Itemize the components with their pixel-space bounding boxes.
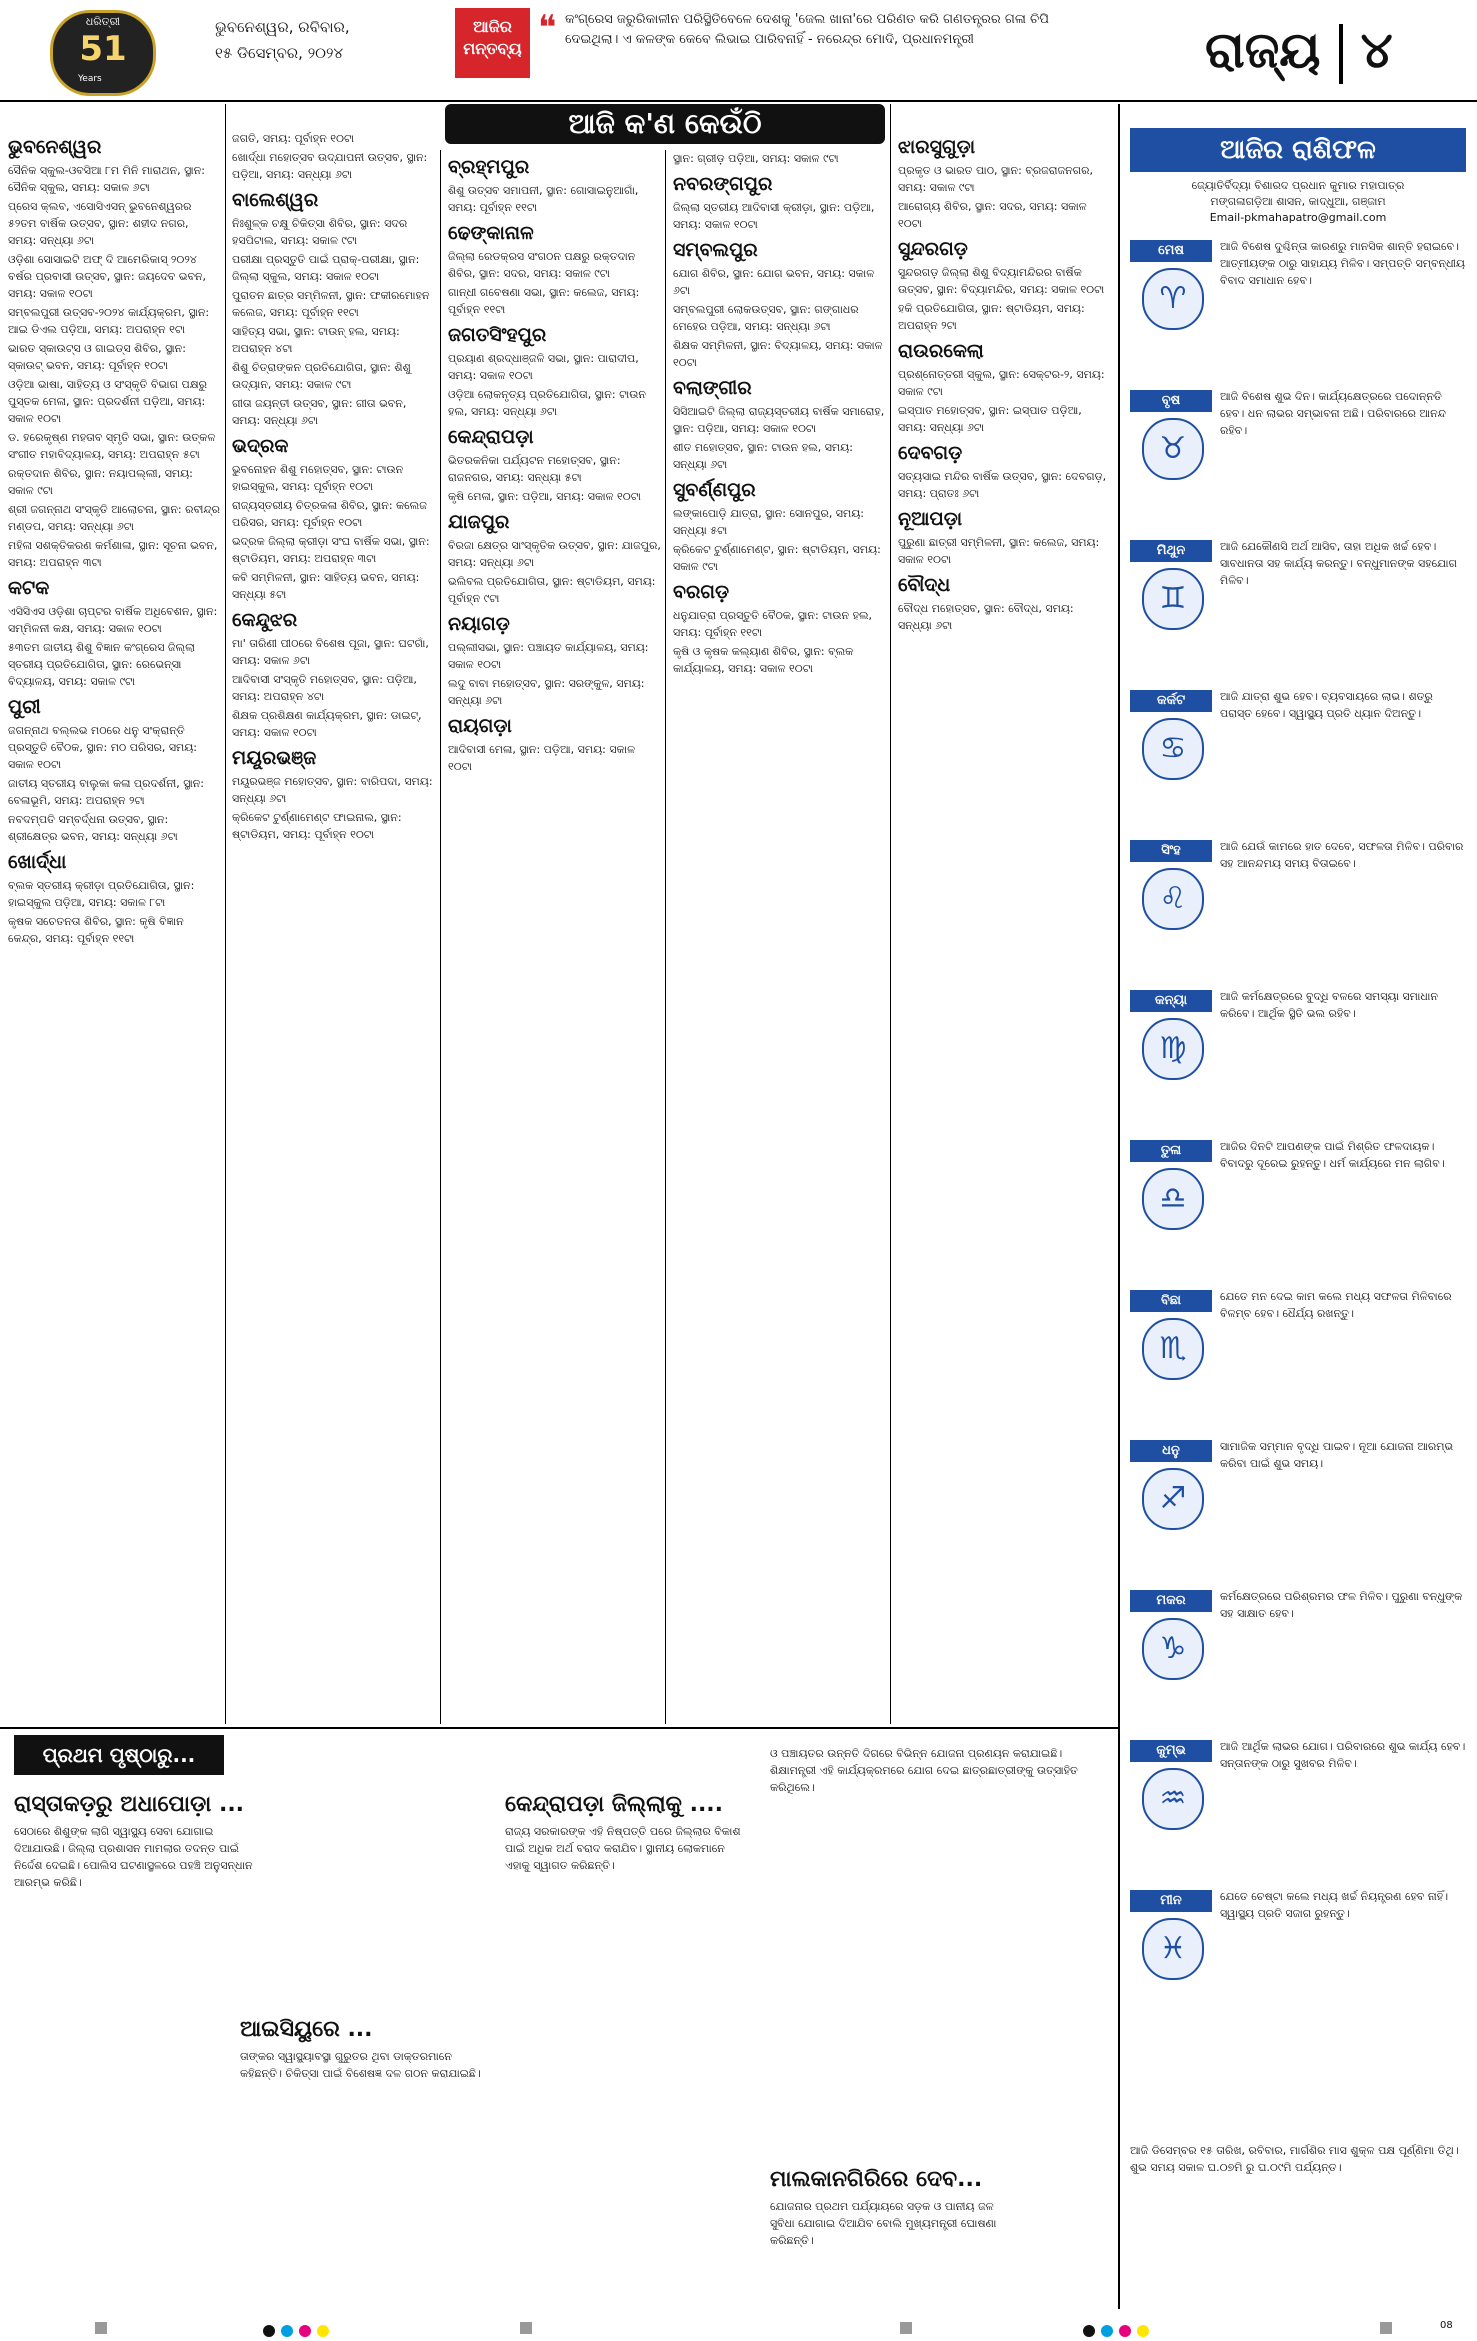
event-item: ଗୀତା ଜୟନ୍ତୀ ଉତ୍ସବ, ସ୍ଥାନ: ଗୀତା ଭବନ, ସମୟ: ସନ୍ଧ୍ୟା ୬ଟା [232,397,407,427]
event-item: ଇସ୍ପାତ ମହୋତ୍ସବ, ସ୍ଥାନ: ଇସ୍ପାତ ପଡ଼ିଆ, ସମୟ: ସନ୍ଧ୍ୟା ୬ଟା [898,404,1082,434]
event-item: ଶିକ୍ଷକ ପ୍ରଶିକ୍ଷଣ କାର୍ଯ୍ୟକ୍ରମ, ସ୍ଥାନ: ଡାଇଟ୍, ସମୟ: ସକାଳ ୧୦ଟା [232,709,422,739]
front-page-story [14,1785,259,1891]
event-item: ଆଦିବାସୀ ମେଳା, ସ୍ଥାନ: ପଡ଼ିଆ, ସମୟ: ସକାଳ ୧୦ଟା [448,743,636,773]
city-heading: ସମ୍ବଲପୁର [673,239,758,261]
event-item: ଭଲିବଲ ପ୍ରତିଯୋଗିତା, ସ୍ଥାନ: ଷ୍ଟାଡିୟମ, ସମୟ: ପୂର୍ବାହ୍ନ ୯ଟା [448,575,656,605]
horoscope-sign [1130,1288,1466,1428]
event-item: ମହିଳା ସଶକ୍ତିକରଣ କର୍ମଶାଳା, ସ୍ଥାନ: ସୂଚନା ଭବନ, ସମୟ: ଅପରାହ୍ନ ୩ଟା [8,539,218,569]
sign-name: ମିଥୁନ [1130,540,1212,562]
horoscope-sign [1130,238,1466,378]
event-item: ପ୍ରଶ୍ନୋତ୍ତରୀ ସ୍କୁଲ, ସ୍ଥାନ: ସେକ୍ଟର-୨, ସମୟ: ସକାଳ ୯ଟା [898,368,1105,398]
event-item: ୫୩ତମ ଜାତୀୟ ଶିଶୁ ବିଜ୍ଞାନ କଂଗ୍ରେସ ଜିଲ୍ଲା ସ୍ତରୀୟ ପ୍ରତିଯୋଗିତା, ସ୍ଥାନ: ରେଭେନ୍ସା ବିଦ୍ୟାଳୟ, ସମୟ: ସକାଳ ୯ଟା [8,641,195,688]
color-dots [260,2322,332,2341]
city-heading: ବରଗଡ଼ [673,581,730,603]
event-item: ଜିଲ୍ଲା ରେଡକ୍ରସ ସଂଗଠନ ପକ୍ଷରୁ ରକ୍ତଦାନ ଶିବିର, ସ୍ଥାନ: ସଦର, ସମୟ: ସକାଳ ୯ଟା [448,250,636,280]
panchang-note [1130,2142,1466,2176]
column-divider [1118,104,1120,2309]
city-heading: ବୌଦ୍ଧ [898,574,951,596]
front-page-story [770,1745,1100,1796]
event-item: ପଲ୍ଲୀସଭା, ସ୍ଥାନ: ପଞ୍ଚାୟତ କାର୍ଯ୍ୟାଳୟ, ସମୟ: ସକାଳ ୧୦ଟା [448,641,649,671]
cyan-dot [1101,2325,1113,2337]
horoscope-sign [1130,388,1466,528]
event-item: ରକ୍ତଦାନ ଶିବିର, ସ୍ଥାନ: ନୟାପଲ୍ଲୀ, ସମୟ: ସକାଳ ୯ଟା [8,467,193,497]
event-item: ମୟୂରଭଞ୍ଜ ମହୋତ୍ସବ, ସ୍ଥାନ: ବାରିପଦା, ସମୟ: ସନ୍ଧ୍ୟା ୬ଟା [232,775,433,805]
horoscope-sign [1130,538,1466,678]
event-item: ଶ୍ରୀ ଜଗନ୍ନାଥ ସଂସ୍କୃତି ଆଲୋଚନା, ସ୍ଥାନ: ରବୀନ୍ଦ୍ର ମଣ୍ଡପ, ସମୟ: ସନ୍ଧ୍ୟା ୬ଟା [8,503,221,533]
column-divider [225,104,226,1724]
event-item: ପୁରୁଣା ଛାତ୍ରୀ ସମ୍ମିଳନୀ, ସ୍ଥାନ: କଲେଜ, ସମୟ: ସକାଳ ୧୦ଟା [898,536,1100,566]
horoscope-sign [1130,988,1466,1128]
event-item: ଲଙ୍କାପୋଡ଼ି ଯାତ୍ରା, ସ୍ଥାନ: ସୋନପୁର, ସମୟ: ସନ୍ଧ୍ୟା ୫ଟା [673,507,864,537]
event-item: ରାଜ୍ୟସ୍ତରୀୟ ଚିତ୍ରକଳା ଶିବିର, ସ୍ଥାନ: କଲେଜ ପରିସର, ସମୟ: ପୂର୍ବାହ୍ନ ୧୦ଟା [232,499,427,529]
page-number: ୪ [1360,21,1393,79]
event-item: ଭାରତ ସ୍କାଉଟ୍ସ ଓ ଗାଇଡ୍ସ ଶିବିର, ସ୍ଥାନ: ସ୍କାଉଟ୍ ଭବନ, ସମୟ: ପୂର୍ବାହ୍ନ ୧୦ଟା [8,342,186,372]
sign-prediction: ସାମାଜିକ ସମ୍ମାନ ବୃଦ୍ଧି ପାଇବ। ନୂଆ ଯୋଜନା ଆରମ୍ଭ କରିବା ପାଇଁ ଶୁଭ ସମୟ। [1220,1440,1454,1470]
event-item: ଏସିସିଏସ ଓଡ଼ିଶା ଚାପ୍ଟର ବାର୍ଷିକ ଅଧିବେଶନ, ସ୍ଥାନ: ସମ୍ମିଳନୀ କକ୍ଷ, ସମୟ: ସକାଳ ୧୦ଟା [8,605,218,635]
anniversary-number: 51 [79,29,127,69]
print-registration-strip [0,2318,1477,2339]
panchang-text: ଆଜି ଡିସେମ୍ବର ୧୫ ତାରିଖ, ରବିବାର, ମାର୍ଗଶିର ମାସ ଶୁକ୍ଳ ପକ୍ଷ ପୂର୍ଣ୍ଣିମା ତିଥି। ଶୁଭ ସମୟ ସକାଳ ଘ.୦୭ମି ରୁ ଘ.୦୯ମି ପର୍ଯ୍ୟନ୍ତ। [1130,2144,1459,2174]
front-page-label: ପ୍ରଥମ ପୃଷ୍ଠାରୁ... [14,1735,224,1775]
horoscope-email: Email-pkmahapatro@gmail.com [1209,211,1387,224]
event-item: ନବଦମ୍ପତି ସମ୍ବର୍ଦ୍ଧନା ଉତ୍ସବ, ସ୍ଥାନ: ଶ୍ରୀକ୍ଷେତ୍ର ଭବନ, ସମୟ: ସନ୍ଧ୍ୟା ୬ଟା [8,813,178,843]
story-headline: ମାଲକାନଗିରିରେ ଦେବ... [770,2167,983,2192]
event-item: ଭିତରକନିକା ପର୍ଯ୍ୟଟନ ମହୋତ୍ସବ, ସ୍ଥାନ: ରାଜନଗର, ସମୟ: ସନ୍ଧ୍ୟା ୫ଟା [448,454,621,484]
event-item: ଆରୋଗ୍ୟ ଶିବିର, ସ୍ଥାନ: ସଦର, ସମୟ: ସକାଳ ୧୦ଟା [898,200,1087,230]
zodiac-icon: ♍ [1142,1018,1204,1080]
event-item: ସିସିଆଇଟି ଜିଲ୍ଲା ରାଜ୍ୟସ୍ତରୀୟ ବାର୍ଷିକ ସମାରୋହ, ସ୍ଥାନ: ପଡ଼ିଆ, ସମୟ: ସକାଳ ୧୦ଟା [673,405,885,435]
horoscope-sign [1130,1888,1466,2028]
city-heading: ନବରଙ୍ଗପୁର [673,173,773,195]
event-item: ଜିଲ୍ଲା ସ୍ତରୀୟ ଆଦିବାସୀ କ୍ରୀଡ଼ା, ସ୍ଥାନ: ପଡ଼ିଆ, ସମୟ: ସକାଳ ୧୦ଟା [673,201,875,231]
masthead [0,0,1477,102]
event-item: କ୍ରିକେଟ ଟୁର୍ଣ୍ଣାମେଣ୍ଟ ଫାଇନାଲ, ସ୍ଥାନ: ଷ୍ଟାଡିୟମ, ସମୟ: ପୂର୍ବାହ୍ନ ୧୦ଟା [232,811,402,841]
sign-name: ସିଂହ [1130,840,1212,862]
yellow-dot [317,2325,329,2337]
sign-name: ବିଛା [1130,1290,1212,1312]
event-item: ମା' ତାରିଣୀ ପୀଠରେ ବିଶେଷ ପୂଜା, ସ୍ଥାନ: ଘଟଗାଁ, ସମୟ: ସକାଳ ୬ଟା [232,637,429,667]
event-item: ସ୍ଥାନ: ଗ୍ରୀଡ଼ ପଡ଼ିଆ, ସମୟ: ସକାଳ ୯ଟା [673,152,839,165]
sign-name: ଧନୁ [1130,1440,1212,1462]
event-item: ପ୍ରକୃତ ଓ ଭାରତ ପାଠ, ସ୍ଥାନ: ବ୍ରଜରାଜନଗର, ସମୟ: ସକାଳ ୯ଟା [898,164,1093,194]
cyan-dot [281,2325,293,2337]
zodiac-icon: ♎ [1142,1168,1204,1230]
city-heading: ସୁନ୍ଦରଗଡ଼ [898,238,968,260]
story-headline: ରାସ୍ତାକଡ଼ରୁ ଅଧାପୋଡ଼ା ... [14,1792,245,1817]
horoscope-sign [1130,688,1466,828]
sign-prediction: ଆଜି ବିଶେଷ ଦୁଶ୍ଚିନ୍ତା କାରଣରୁ ମାନସିକ ଶାନ୍ତି ହରାଇବେ। ଆତ୍ମୀୟଙ୍କ ଠାରୁ ସାହାଯ୍ୟ ମିଳିବ। ସମ୍ପତ୍ତି ସମ୍ବନ୍ଧୀୟ ବିବାଦ ସମାଧାନ ହେବ। [1220,240,1465,287]
events-column [232,130,436,845]
event-item: ବିରଜା କ୍ଷେତ୍ର ସାଂସ୍କୃତିକ ଉତ୍ସବ, ସ୍ଥାନ: ଯାଜପୁର, ସମୟ: ସନ୍ଧ୍ୟା ୬ଟା [448,539,661,569]
city-heading: ବଲାଙ୍ଗୀର [673,377,752,399]
event-item: ଓଡ଼ିଶା ସୋସାଇଟି ଅଫ୍ ଦି ଆମେରିକାସ୍ ୨୦୨୪ ବର୍ଷର ପ୍ରବାସୀ ଉତ୍ସବ, ସ୍ଥାନ: ଜୟଦେବ ଭବନ, ସମୟ: ସକାଳ ୧୦ଟା [8,253,207,300]
sign-prediction: କର୍ମକ୍ଷେତ୍ରରେ ପରିଶ୍ରମର ଫଳ ମିଳିବ। ପୁରୁଣା ବନ୍ଧୁଙ୍କ ସହ ସାକ୍ଷାତ ହେବ। [1220,1590,1463,1620]
zodiac-icon: ♐ [1142,1468,1204,1530]
event-item: ଡ. ହରେକୃଷ୍ଣ ମହତାବ ସ୍ମୃତି ସଭା, ସ୍ଥାନ: ଉତ୍କଳ ସଂଗୀତ ମହାବିଦ୍ୟାଳୟ, ସମୟ: ଅପରାହ୍ନ ୫ଟା [8,431,216,461]
black-dot [1083,2325,1095,2337]
city-heading: ନୟାଗଡ଼ [448,613,510,635]
sign-name: କନ୍ୟା [1130,990,1212,1012]
anniversary-label: Years [78,74,102,84]
story-body: ଓ ପଞ୍ଚାୟତର ଉନ୍ନତି ଦିଗରେ ବିଭିନ୍ନ ଯୋଜନା ପ୍ରଣୟନ କରାଯାଇଛି। ଶିକ୍ଷାମନ୍ତ୍ରୀ ଏହି କାର୍ଯ୍ୟକ୍ରମରେ ଯୋଗ ଦେଇ ଛାତ୍ରଛାତ୍ରୀଙ୍କୁ ଉତ୍ସାହିତ କରିଥିଲେ। [770,1747,1078,1794]
section-name: ରାଜ୍ୟ [1205,21,1321,79]
event-item: ଧନୁଯାତ୍ରା ପ୍ରସ୍ତୁତି ବୈଠକ, ସ୍ଥାନ: ଟାଉନ ହଲ, ସମୟ: ପୂର୍ବାହ୍ନ ୧୧ଟା [673,609,873,639]
event-item: ଜଗନ୍ନାଥ ବଲ୍ଲଭ ମଠରେ ଧନୁ ସଂକ୍ରାନ୍ତି ପ୍ରସ୍ତୁତି ବୈଠକ, ସ୍ଥାନ: ମଠ ପରିସର, ସମୟ: ସକାଳ ୧୦ଟା [8,724,197,771]
page-code: 08 [1440,2320,1453,2331]
sign-name: କର୍କଟ [1130,690,1212,712]
event-item: ଶିକ୍ଷକ ସମ୍ମିଳନୀ, ସ୍ଥାନ: ବିଦ୍ୟାଳୟ, ସମୟ: ସକାଳ ୧୦ଟା [673,339,883,369]
horoscope-sign [1130,1738,1466,1878]
city-heading: ରାୟଗଡ଼ା [448,715,512,737]
zodiac-icon: ♒ [1142,1768,1204,1830]
event-item: ପୁରାତନ ଛାତ୍ର ସମ୍ମିଳନୀ, ସ୍ଥାନ: ଫକୀରମୋହନ କଲେଜ, ସମୟ: ପୂର୍ବାହ୍ନ ୧୧ଟା [232,289,430,319]
horoscope-title: ଆଜିର ରାଶିଫଳ [1130,128,1466,172]
event-item: ସତ୍ୟସାଇ ମନ୍ଦିର ବାର୍ଷିକ ଉତ୍ସବ, ସ୍ଥାନ: ଦେବଗଡ଼, ସମୟ: ପ୍ରାତଃ ୬ଟା [898,470,1107,500]
story-body: ଯୋଜନାର ପ୍ରଥମ ପର୍ଯ୍ୟାୟରେ ସଡ଼କ ଓ ପାନୀୟ ଜଳ ସୁବିଧା ଯୋଗାଇ ଦିଆଯିବ ବୋଲି ମୁଖ୍ୟମନ୍ତ୍ରୀ ଘୋଷଣା କରିଛନ୍ତି। [770,2200,997,2247]
city-heading: ବ୍ରହ୍ମପୁର [448,156,530,178]
black-dot [263,2325,275,2337]
sign-prediction: ଆଜିର ଦିନଟି ଆପଣଙ୍କ ପାଇଁ ମିଶ୍ରିତ ଫଳଦାୟକ। ବିବାଦରୁ ଦୂରେଇ ରୁହନ୍ତୁ। ଧର୍ମ କାର୍ଯ୍ୟରେ ମନ ଲାଗିବ। [1220,1140,1445,1170]
front-page-story [770,2160,1015,2249]
zodiac-icon: ♌ [1142,868,1204,930]
event-item: କୃଷକ ସଚେତନତା ଶିବିର, ସ୍ଥାନ: କୃଷି ବିଜ୍ଞାନ କେନ୍ଦ୍ର, ସମୟ: ପୂର୍ବାହ୍ନ ୧୧ଟା [8,915,184,945]
city-heading: ବାଲେଶ୍ୱର [232,189,319,211]
story-body: ତାଙ୍କର ସ୍ୱାସ୍ଥ୍ୟାବସ୍ଥା ଗୁରୁତର ଥିବା ଡାକ୍ତରମାନେ କହିଛନ୍ତି। ଚିକିତ୍ସା ପାଇଁ ବିଶେଷଜ୍ଞ ଦଳ ଗଠନ କରାଯାଇଛି। [240,2050,481,2080]
event-item: ଜଗତି, ସମୟ: ପୂର୍ବାହ୍ନ ୧୦ଟା [232,132,355,145]
zodiac-icon: ♋ [1142,718,1204,780]
city-heading: ଜଗତସିଂହପୁର [448,324,547,346]
zodiac-icon: ♑ [1142,1618,1204,1680]
zodiac-icon: ♈ [1142,268,1204,330]
magenta-dot [299,2325,311,2337]
city-heading: ସୁବର୍ଣ୍ଣପୁର [673,479,756,501]
city-heading: ରାଉରକେଲା [898,340,984,362]
event-item: ଆଦିବାସୀ ସଂସ୍କୃତି ମହୋତ୍ସବ, ସ୍ଥାନ: ପଡ଼ିଆ, ସମୟ: ଅପରାହ୍ନ ୪ଟା [232,673,417,703]
event-item: ଲଦୁ ବାବା ମହୋତ୍ସବ, ସ୍ଥାନ: ସରଙ୍କୁଳ, ସମୟ: ସନ୍ଧ୍ୟା ୬ଟା [448,677,645,707]
city-heading: ଝାରସୁଗୁଡ଼ା [898,136,976,158]
event-item: ଶିଶୁ ଚିତ୍ରାଙ୍କନ ପ୍ରତିଯୋଗିତା, ସ୍ଥାନ: ଶିଶୁ ଉଦ୍ୟାନ, ସମୟ: ସକାଳ ୯ଟା [232,361,411,391]
sign-name: ମୀନ [1130,1890,1212,1912]
sign-prediction: ଆଜି ଆର୍ଥିକ ଲାଭର ଯୋଗ। ପରିବାରରେ ଶୁଭ କାର୍ଯ୍ୟ ହେବ। ସନ୍ତାନଙ୍କ ଠାରୁ ସୁଖବର ମିଳିବ। [1220,1740,1466,1770]
events-column [448,150,662,777]
city-heading: ଢେଙ୍କାନାଳ [448,222,534,244]
city-heading: କେନ୍ଦୁଝର [232,609,298,631]
dateline [215,14,445,66]
registration-square [900,2322,912,2334]
city-heading: କେନ୍ଦ୍ରାପଡ଼ା [448,426,534,448]
event-item: ଶୀତ ମହୋତ୍ସବ, ସ୍ଥାନ: ଟାଉନ ହଲ, ସମୟ: ସନ୍ଧ୍ୟା ୬ଟା [673,441,853,471]
horoscope-sign [1130,838,1466,978]
dateline-place: ଭୁବନେଶ୍ୱର, ରବିବାର, [215,18,350,36]
zodiac-icon: ♉ [1142,418,1204,480]
event-item: ଗାନ୍ଧୀ ଗବେଷଣା ସଭା, ସ୍ଥାନ: କଲେଜ, ସମୟ: ପୂର୍ବାହ୍ନ ୧୧ଟା [448,286,640,316]
color-dots [1080,2322,1152,2341]
sign-prediction: ଆଜି ବିଶେଷ ଶୁଭ ଦିନ। କାର୍ଯ୍ୟକ୍ଷେତ୍ରରେ ପଦୋନ୍ନତି ହେବ। ଧନ ଲାଭର ସମ୍ଭାବନା ଅଛି। ପରିବାରରେ ଆନନ୍ଦ ରହିବ। [1220,390,1446,437]
section-divider [0,1727,1118,1729]
event-item: ବୌଦ୍ଧ ମହୋତ୍ସବ, ସ୍ଥାନ: ବୌଦ୍ଧ, ସମୟ: ସନ୍ଧ୍ୟା ୬ଟା [898,602,1074,632]
front-page-story [505,1785,750,1874]
event-item: ହକି ପ୍ରତିଯୋଗିତା, ସ୍ଥାନ: ଷ୍ଟାଡିୟମ, ସମୟ: ଅପରାହ୍ନ ୨ଟା [898,302,1085,332]
sign-name: ତୁଳା [1130,1140,1212,1162]
quote-tag: ଆଜିର ମନ୍ତବ୍ୟ [455,8,530,78]
story-headline: ଆଇସିୟୁରେ ... [240,2017,373,2042]
event-item: ଓଡ଼ିଆ ଲୋକନୃତ୍ୟ ପ୍ରତିଯୋଗିତା, ସ୍ଥାନ: ଟାଉନ ହଲ, ସମୟ: ସନ୍ଧ୍ୟା ୬ଟା [448,388,646,418]
event-item: ଯୋଗ ଶିବିର, ସ୍ଥାନ: ଯୋଗ ଭବନ, ସମୟ: ସକାଳ ୬ଟା [673,267,875,297]
front-page-story [240,2010,485,2082]
event-item: ବ୍ଲକ ସ୍ତରୀୟ କ୍ରୀଡ଼ା ପ୍ରତିଯୋଗିତା, ସ୍ଥାନ: ହାଇସ୍କୁଲ ପଡ଼ିଆ, ସମୟ: ସକାଳ ୮ଟା [8,879,195,909]
magenta-dot [1119,2325,1131,2337]
sign-prediction: ଆଜି ଯେକୌଣସି ଅର୍ଥ ଆସିବ, ତାହା ଅଧିକ ଖର୍ଚ୍ଚ ହେବ। ସାବଧାନତା ସହ କାର୍ଯ୍ୟ କରନ୍ତୁ। ବନ୍ଧୁମାନଙ୍କ ସହଯୋଗ ମିଳିବ। [1220,540,1457,587]
title-divider [1339,24,1343,84]
column-divider [665,150,666,1724]
event-item: ସମ୍ବଲପୁରୀ ଲୋକଉତ୍ସବ, ସ୍ଥାନ: ଗଙ୍ଗାଧର ମେହେର ପଡ଼ିଆ, ସମୟ: ସନ୍ଧ୍ୟା ୬ଟା [673,303,859,333]
story-headline: କେନ୍ଦ୍ରାପଡ଼ା ଜିଲ୍ଲାକୁ .... [505,1792,724,1817]
event-item: ସାହିତ୍ୟ ସଭା, ସ୍ଥାନ: ଟାଉନ୍ ହଲ, ସମୟ: ଅପରାହ୍ନ ୪ଟା [232,325,400,355]
event-item: ସୈନିକ ସ୍କୁଲ-ଓବସିଆ ୮ମ ମିନି ମାରାଥନ, ସ୍ଥାନ: ସୈନିକ ସ୍କୁଲ, ସମୟ: ସକାଳ ୬ଟା [8,164,205,194]
city-heading: ଖୋର୍ଦ୍ଧା [8,851,67,873]
city-heading: ମୟୂରଭଞ୍ଜ [232,747,317,769]
event-item: ପରୀକ୍ଷା ପ୍ରସ୍ତୁତି ପାଇଁ ପ୍ରାକ୍-ପରୀକ୍ଷା, ସ୍ଥାନ: ଜିଲ୍ଲା ସ୍କୁଲ, ସମୟ: ସକାଳ ୧୦ଟା [232,253,420,283]
event-item: କୃଷି ମେଳା, ସ୍ଥାନ: ପଡ଼ିଆ, ସମୟ: ସକାଳ ୧୦ଟା [448,490,641,503]
event-item: ପ୍ରେସ କ୍ଲବ, ଏସୋସିଏସନ୍ ଭୁବନେଶ୍ୱରର ୫୨ତମ ବାର୍ଷିକ ଉତ୍ସବ, ସ୍ଥାନ: ଶହୀଦ ନଗର, ସମୟ: ସନ୍ଧ୍ୟା ୬ଟା [8,200,192,247]
story-body: ସେଠାରେ ଶିଶୁଙ୍କ ଲାଗି ସ୍ୱାସ୍ଥ୍ୟ ସେବା ଯୋଗାଇ ଦିଆଯାଉଛି। ଜିଲ୍ଲା ପ୍ରଶାସନ ମାମଲାର ତଦନ୍ତ ପାଇଁ ନିର୍ଦ୍ଦେଶ ଦେଇଛି। ପୋଲିସ ଘଟଣାସ୍ଥଳରେ ପହଞ୍ଚି ଅନୁସନ୍ଧାନ ଆରମ୍ଭ କରିଛି। [14,1825,253,1889]
sign-prediction: ଆଜି କର୍ମକ୍ଷେତ୍ରରେ ବୁଦ୍ଧି ବଳରେ ସମସ୍ୟା ସମାଧାନ କରିବେ। ଆର୍ଥିକ ସ୍ଥିତି ଭଲ ରହିବ। [1220,990,1438,1020]
events-column [8,130,220,949]
horoscope-sign [1130,1438,1466,1578]
city-heading: ପୁରୀ [8,696,41,718]
horoscope-author-block [1130,178,1466,226]
event-item: ଶିଶୁ ଉତ୍ସବ ସମାପନୀ, ସ୍ଥାନ: ଗୋସାଇନୁଆଗାଁ, ସମୟ: ପୂର୍ବାହ୍ନ ୧୧ଟା [448,184,639,214]
horoscope-author-place: ମଙ୍ଗଳାଗଡ଼ିଆ ଶାସନ, କାଦ୍ଧୁଆ, ଗଞ୍ଜାମ [1210,195,1386,208]
horoscope-sign [1130,1588,1466,1728]
events-title: ଆଜି କ'ଣ କେଉଁଠି [445,104,885,144]
anniversary-badge [50,10,156,96]
sign-name: ବୃଷ [1130,390,1212,412]
event-item: ସମ୍ବଲପୁରୀ ଉତ୍ସବ-୨୦୨୪ କାର୍ଯ୍ୟକ୍ରମ, ସ୍ଥାନ: ଆଇ ଡିଏଲ ପଡ଼ିଆ, ସମୟ: ଅପରାହ୍ନ ୧ଟା [8,306,210,336]
sign-prediction: ଯେତେ ମନ ଦେଇ କାମ କଲେ ମଧ୍ୟ ସଫଳତା ମିଳିବାରେ ବିଳମ୍ବ ହେବ। ଧୈର୍ଯ୍ୟ ରଖନ୍ତୁ। [1220,1290,1452,1320]
city-heading: ନୂଆପଡ଼ା [898,508,963,530]
horoscope-author: ଜ୍ୟୋତିର୍ବିଦ୍ୟା ବିଶାରଦ ପ୍ରଧାନ କୁମାର ମହାପାତ୍ର [1191,179,1405,192]
event-item: ପ୍ରୟାଣ ଶ୍ରଦ୍ଧାଞ୍ଜଳି ସଭା, ସ୍ଥାନ: ପାରାଦୀପ, ସମୟ: ସକାଳ ୧୦ଟା [448,352,639,382]
events-column [898,130,1110,636]
logo-text: ଧରିତ୍ରୀ [85,15,121,28]
yellow-dot [1137,2325,1149,2337]
city-heading: ଯାଜପୁର [448,511,510,533]
city-heading: ଦେବଗଡ଼ [898,442,963,464]
registration-square [95,2322,107,2334]
event-item: ଖୋର୍ଦ୍ଧା ମହୋତ୍ସବ ଉଦ୍‌ଯାପନୀ ଉତ୍ସବ, ସ୍ଥାନ: ପଡ଼ିଆ, ସମୟ: ସନ୍ଧ୍ୟା ୬ଟା [232,151,428,181]
registration-square [1380,2322,1392,2334]
sign-prediction: ଯେତେ ଚେଷ୍ଟା କଲେ ମଧ୍ୟ ଖର୍ଚ୍ଚ ନିୟନ୍ତ୍ରଣ ହେବ ନାହିଁ। ସ୍ୱାସ୍ଥ୍ୟ ପ୍ରତି ସଜାଗ ରୁହନ୍ତୁ। [1220,1890,1449,1920]
event-item: ଭଦ୍ରକ ଜିଲ୍ଲା କ୍ରୀଡ଼ା ସଂଘ ବାର୍ଷିକ ସଭା, ସ୍ଥାନ: ଷ୍ଟାଡିୟମ, ସମୟ: ଅପରାହ୍ନ ୩ଟା [232,535,430,565]
event-item: କ୍ରିକେଟ ଟୁର୍ଣ୍ଣାମେଣ୍ଟ, ସ୍ଥାନ: ଷ୍ଟାଡିୟମ, ସମୟ: ସକାଳ ୯ଟା [673,543,881,573]
event-item: ଭୁବନୋହନ ଶିଶୁ ମହୋତ୍ସବ, ସ୍ଥାନ: ଟାଉନ ହାଇସ୍କୁଲ, ସମୟ: ପୂର୍ବାହ୍ନ ୧୦ଟା [232,463,404,493]
city-heading: ଭୁବନେଶ୍ୱର [8,136,102,158]
event-item: ନିଃଶୁଳ୍କ ଚକ୍ଷୁ ଚିକିତ୍ସା ଶିବିର, ସ୍ଥାନ: ସଦର ହସପିଟାଲ, ସମୟ: ସକାଳ ୯ଟା [232,217,408,247]
event-item: କବି ସମ୍ମିଳନୀ, ସ୍ଥାନ: ସାହିତ୍ୟ ଭବନ, ସମୟ: ସନ୍ଧ୍ୟା ୫ଟା [232,571,420,601]
zodiac-icon: ♊ [1142,568,1204,630]
zodiac-icon: ♏ [1142,1318,1204,1380]
section-title [1205,8,1465,92]
city-heading: କଟକ [8,577,50,599]
event-item: କୃଷି ଓ କୃଷକ କଲ୍ୟାଣ ଶିବିର, ସ୍ଥାନ: ବ୍ଲକ କାର୍ଯ୍ୟାଳୟ, ସମୟ: ସକାଳ ୧୦ଟା [673,645,854,675]
sign-prediction: ଆଜି ଯାତ୍ରା ଶୁଭ ହେବ। ବ୍ୟବସାୟରେ ଲାଭ। ଶତ୍ରୁ ପରାସ୍ତ ହେବେ। ସ୍ୱାସ୍ଥ୍ୟ ପ୍ରତି ଧ୍ୟାନ ଦିଅନ୍ତୁ। [1220,690,1433,720]
sign-name: ମେଷ [1130,240,1212,262]
city-heading: ଭଦ୍ରକ [232,435,289,457]
event-item: ଜାତୀୟ ସ୍ତରୀୟ ବାଲୁକା କଳା ପ୍ରଦର୍ଶନୀ, ସ୍ଥାନ: ବେଳାଭୂମି, ସମୟ: ଅପରାହ୍ନ ୨ଟା [8,777,205,807]
sign-name: ମକର [1130,1590,1212,1612]
story-body: ରାଜ୍ୟ ସରକାରଙ୍କ ଏହି ନିଷ୍ପତ୍ତି ପରେ ଜିଲ୍ଲାର ବିକାଶ ପାଇଁ ଅଧିକ ଅର୍ଥ ବରାଦ କରାଯିବ। ସ୍ଥାନୀୟ ଲୋକମାନେ ଏହାକୁ ସ୍ୱାଗତ କରିଛନ୍ତି। [505,1825,741,1872]
events-column [673,150,887,679]
column-divider [890,104,891,1724]
event-item: ଓଡ଼ିଆ ଭାଷା, ସାହିତ୍ୟ ଓ ସଂସ୍କୃତି ବିଭାଗ ପକ୍ଷରୁ ପୁସ୍ତକ ମେଳା, ସ୍ଥାନ: ପ୍ରଦର୍ଶନୀ ପଡ଼ିଆ, ସମୟ: ସକାଳ ୧୦ଟା [8,378,207,425]
registration-square [520,2322,532,2334]
column-divider [440,150,441,1724]
sign-prediction: ଆଜି ଯେଉଁ କାମରେ ହାତ ଦେବେ, ସଫଳତା ମିଳିବ। ପରିବାର ସହ ଆନନ୍ଦମୟ ସମୟ ବିତାଇବେ। [1220,840,1464,870]
dateline-date: ୧୫ ଡିସେମ୍ବର, ୨୦୨୪ [215,44,344,62]
quote-of-the-day: କଂଗ୍ରେସ ଜରୁରିକାଳୀନ ପରିସ୍ଥିତିବେଳେ ଦେଶକୁ 'ଜେଲ ଖାନା'ରେ ପରିଣତ କରି ଗଣତନ୍ତ୍ରର ଗଳା ଚିପି ଦେଇଥିଲା। ଏ କଳଙ୍କ କେବେ ଲିଭାଇ ପାରିବନାହିଁ - ନରେନ୍ଦ୍ର ମୋଦି, ପ୍ରଧାନମନ୍ତ୍ରୀ [565,12,1050,47]
horoscope-sign [1130,1138,1466,1278]
quote-mark-icon: ❝ [538,8,557,48]
event-item: ସୁନ୍ଦରଗଡ଼ ଜିଲ୍ଲା ଶିଶୁ ବିଦ୍ୟାମନ୍ଦିରର ବାର୍ଷିକ ଉତ୍ସବ, ସ୍ଥାନ: ବିଦ୍ୟାମନ୍ଦିର, ସମୟ: ସକାଳ ୧୦ଟା [898,266,1105,296]
sign-name: କୁମ୍ଭ [1130,1740,1212,1762]
zodiac-icon: ♓ [1142,1918,1204,1980]
